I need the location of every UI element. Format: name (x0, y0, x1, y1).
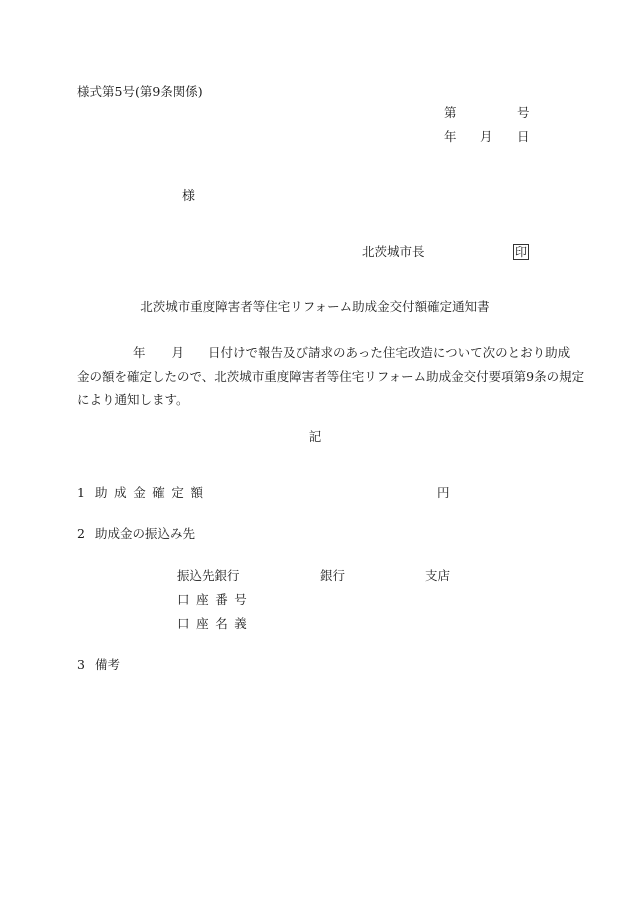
seal-stamp: 印 (515, 245, 528, 259)
document-number-prefix: 第 (444, 105, 457, 120)
item-2-number: 2 (77, 526, 85, 541)
bank-suffix: 銀行 (320, 568, 346, 583)
issuer-name: 北茨城市長 (362, 244, 425, 259)
document-number-suffix: 号 (517, 105, 530, 120)
item-1-unit: 円 (437, 485, 450, 500)
form-number: 様式第5号(第9条関係) (77, 84, 203, 99)
bank-label: 振込先銀行 (177, 568, 240, 583)
addressee-honorific: 様 (182, 189, 196, 204)
document-title: 北茨城市重度障害者等住宅リフォーム助成金交付額確定通知書 (140, 299, 490, 314)
date-day-label: 日 (517, 129, 530, 144)
item-3-label: 備考 (95, 657, 121, 672)
date-year-label: 年 (444, 129, 457, 144)
ki-heading: 記 (308, 429, 322, 444)
body-line-1 (77, 341, 571, 365)
body-line-1-text: 日付けで報告及び請求のあった住宅改造について次のとおり助成 (208, 345, 571, 360)
body-year-label: 年 (133, 345, 146, 360)
body-line-2: 金の額を確定したので、北茨城市重度障害者等住宅リフォーム助成金交付要項第9条の規定 (77, 368, 585, 384)
item-1-number: 1 (77, 485, 85, 500)
item-1-label: 助成金確定額 (95, 485, 210, 500)
item-3-number: 3 (77, 657, 85, 672)
body-month-label: 月 (171, 345, 185, 360)
account-name-label: 口座名義 (177, 616, 254, 631)
date-month-label: 月 (480, 129, 493, 144)
item-2-label: 助成金の振込み先 (95, 526, 196, 541)
branch-suffix: 支店 (425, 568, 451, 583)
account-number-label: 口座番号 (177, 592, 254, 607)
body-line-3: により通知します。 (77, 392, 189, 407)
body-paragraph (77, 341, 585, 412)
